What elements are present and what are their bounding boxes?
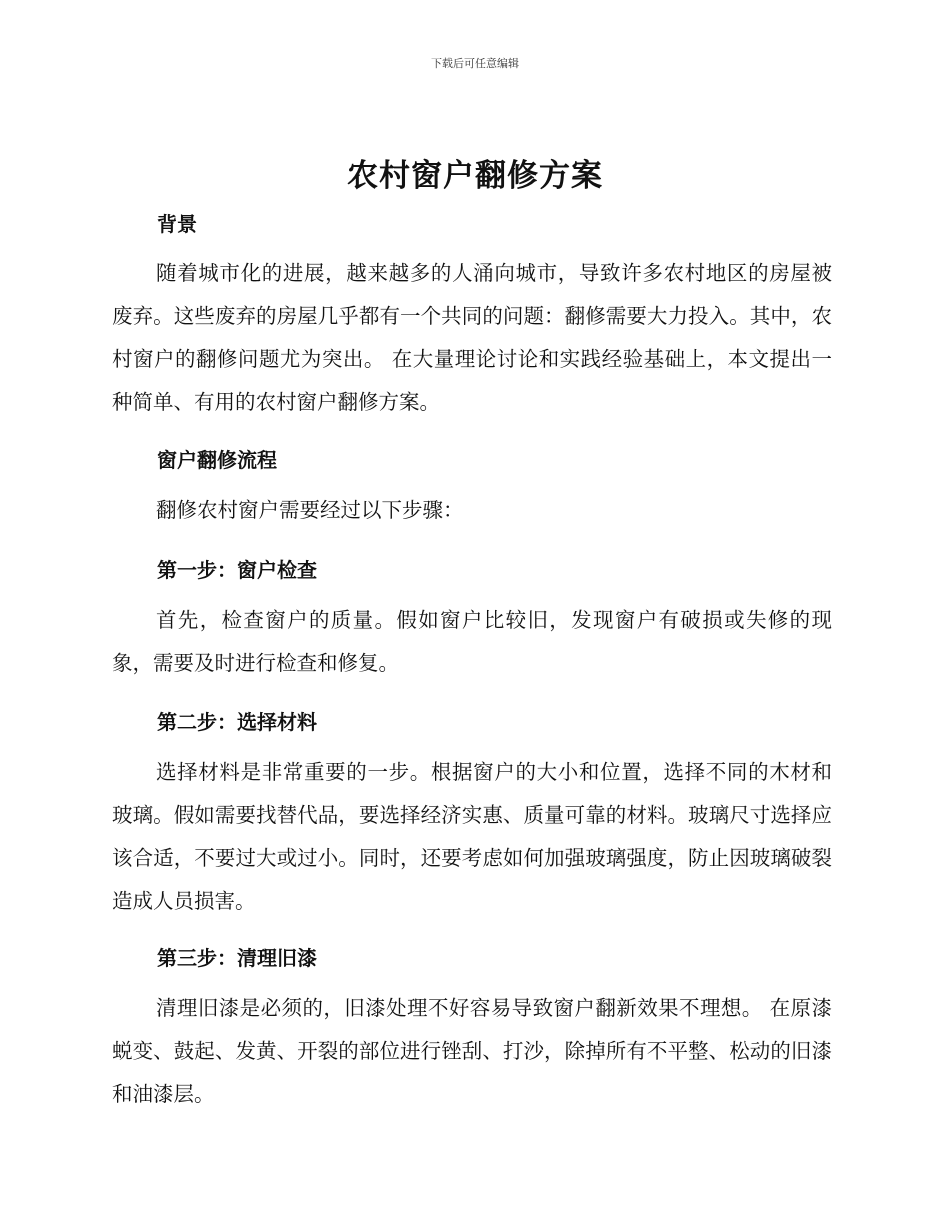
section-heading-step3: 第三步：清理旧漆 — [157, 946, 317, 970]
document-title: 农村窗户翻修方案 — [347, 158, 603, 194]
paragraph-process-intro: 翻修农村窗户需要经过以下步骤： — [156, 498, 464, 522]
section-heading-process: 窗户翻修流程 — [157, 448, 277, 472]
section-heading-step2: 第二步：选择材料 — [157, 710, 317, 734]
paragraph-background: 随着城市化的进展，越来越多的人涌向城市，导致许多农村地区的房屋被废弃。这些废弃的房屋几乎都有一个共同的问题：翻修需要大力投入。其中，农村窗户的翻修问题尤为突出。 在大量理论讨论和实践经验基础上，本文提出一种简单、有用的农村窗户翻修方案。 — [112, 261, 832, 414]
section-heading-background: 背景 — [157, 212, 197, 236]
header-note: 下载后可任意编辑 — [431, 57, 519, 70]
paragraph-step1: 首先，检查窗户的质量。假如窗户比较旧，发现窗户有破损或失修的现象，需要及时进行检查和修复。 — [112, 608, 832, 675]
section-heading-step1: 第一步：窗户检查 — [157, 558, 317, 582]
paragraph-step3: 清理旧漆是必须的，旧漆处理不好容易导致窗户翻新效果不理想。 在原漆蜕变、鼓起、发黄、开裂的部位进行锉刮、打沙，除掉所有不平整、松动的旧漆和油漆层。 — [112, 996, 832, 1106]
paragraph-step2: 选择材料是非常重要的一步。根据窗户的大小和位置，选择不同的木材和玻璃。假如需要找替代品，要选择经济实惠、质量可靠的材料。玻璃尺寸选择应该合适，不要过大或过小。同时，还要考虑如何加强玻璃强度，防止因玻璃破裂造成人员损害。 — [112, 760, 832, 913]
